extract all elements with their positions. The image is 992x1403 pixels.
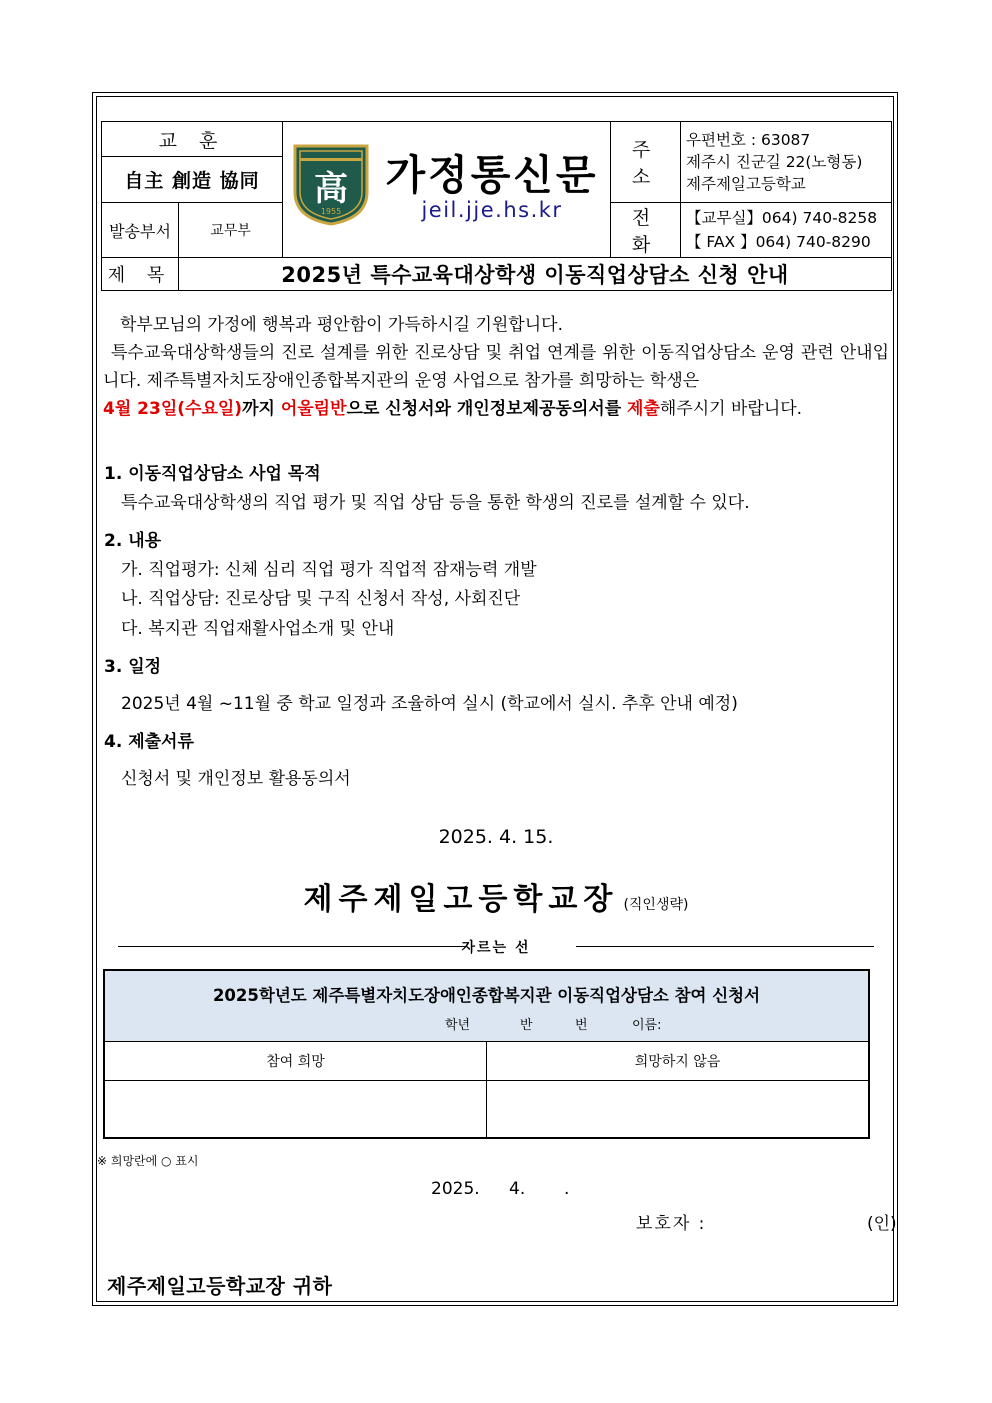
address-label: 주 소 [611, 122, 681, 203]
section-line: 2025년 4월 ~11월 중 학교 일정과 조율하여 실시 (학교에서 실시. 추후 안내 예정) [121, 694, 738, 714]
form-title: 2025학년도 제주특별자치도장애인종합복지관 이동직업상담소 참여 신청서 [212, 986, 761, 1005]
issue-date: 2025. 4. 15. [438, 826, 554, 848]
form-student-info [105, 1014, 868, 1034]
section-line: 특수교육대상학생의 직업 평가 및 직업 상담 등을 통한 학생의 진로를 설계할 수 있다. [121, 493, 750, 513]
intro-kkaji: 까지 [242, 399, 281, 419]
motto-label: 교 훈 [102, 122, 283, 157]
dept-value: 교무부 [179, 203, 283, 258]
deadline-text: 4월 23일(수요일) [103, 399, 243, 419]
not-participate-mark-cell[interactable] [487, 1081, 870, 1139]
form-header [104, 970, 869, 1042]
section-heading: 4. 제출서류 [104, 732, 194, 752]
application-form [103, 969, 870, 1139]
section-heading: 2. 내용 [104, 531, 162, 551]
cut-line [118, 936, 874, 958]
brand-title: 가정통신문 [385, 151, 599, 199]
principal-name: 제주제일고등학교장 [303, 882, 619, 917]
cut-line-right [576, 946, 874, 947]
addressee: 제주제일고등학교장 귀하 [107, 1274, 333, 1298]
letter-header [101, 121, 892, 291]
subject-label: 제 목 [102, 258, 179, 291]
phone-label: 전 화 [611, 203, 681, 258]
logo-char: 高 [314, 169, 348, 209]
subject-title: 2025년 특수교육대상학생 이동직업상담소 신청 안내 [179, 258, 892, 291]
phone-line: 【교무실】064) 740-8258 [686, 209, 878, 227]
address-line: 제주제일고등학교 [686, 175, 806, 193]
principal-signature [0, 874, 992, 918]
intro-doc-text: 으로 신청서와 개인정보제공동의서를 [346, 399, 628, 419]
form-note: ※ 희망란에 ○ 표시 [97, 1154, 199, 1168]
phone-block [681, 203, 892, 258]
section-heading: 1. 이동직업상담소 사업 목적 [104, 464, 321, 484]
intro-text: 특수교육대상학생들의 진로 설계를 위한 진로상담 및 취업 연계를 위한 이동직업상담소 운영 관련 안내입니다. 제주특별자치도장애인종합복지관의 운영 사업으로 참가를 희망하는 학생은 [103, 343, 889, 391]
section-line: 가. 직업평가: 신체 심리 직업 평가 직업적 잠재능력 개발 [121, 560, 537, 580]
intro-greeting: 학부모님의 가정에 행복과 평안함이 가득하시길 기원합니다. [120, 315, 563, 335]
intro-block [103, 311, 889, 423]
form-date-month: 4. [509, 1179, 526, 1199]
intro-ending: 해주시기 바랍니다. [659, 399, 803, 419]
phone-line: 【 FAX 】064) 740-8290 [686, 233, 871, 251]
section-line: 다. 복지관 직업재활사업소개 및 안내 [121, 619, 395, 639]
participate-mark-cell[interactable] [104, 1081, 487, 1139]
class-name-text: 어울림반 [280, 399, 347, 419]
intro-paragraph [103, 339, 889, 423]
logo-year: 1955 [320, 207, 342, 216]
cut-label: 자르는 선 [461, 940, 531, 956]
dept-label: 발송부서 [102, 203, 179, 258]
address-line: 제주시 진군길 22(노형동) [686, 153, 863, 171]
class-label: 반 [520, 1018, 533, 1033]
section-line: 나. 직업상담: 진로상담 및 구직 신청서 작성, 사회진단 [121, 589, 521, 609]
grade-label: 학년 [445, 1018, 471, 1033]
seal-note: (직인생략) [623, 897, 689, 913]
guardian-seal: (인) [867, 1214, 897, 1234]
brand-block [283, 122, 611, 258]
number-label: 번 [575, 1018, 588, 1033]
school-logo-icon [289, 142, 373, 226]
guardian-label: 보호자 : [636, 1214, 707, 1234]
form-date-year: 2025. [431, 1179, 480, 1199]
motto: 自主 創造 協同 [102, 157, 283, 203]
submit-text: 제출 [627, 399, 660, 419]
address-line: 우편번호 : 63087 [686, 131, 811, 149]
name-label: 이름: [632, 1018, 662, 1033]
address-block [681, 122, 892, 203]
col-participate: 참여 희망 [104, 1042, 487, 1081]
section-line: 신청서 및 개인정보 활용동의서 [121, 769, 351, 789]
col-not-participate: 희망하지 않음 [487, 1042, 870, 1081]
section-heading: 3. 일정 [104, 657, 162, 677]
form-date-dot: . [564, 1179, 570, 1199]
brand-url: jeil.jje.hs.kr [421, 198, 563, 222]
